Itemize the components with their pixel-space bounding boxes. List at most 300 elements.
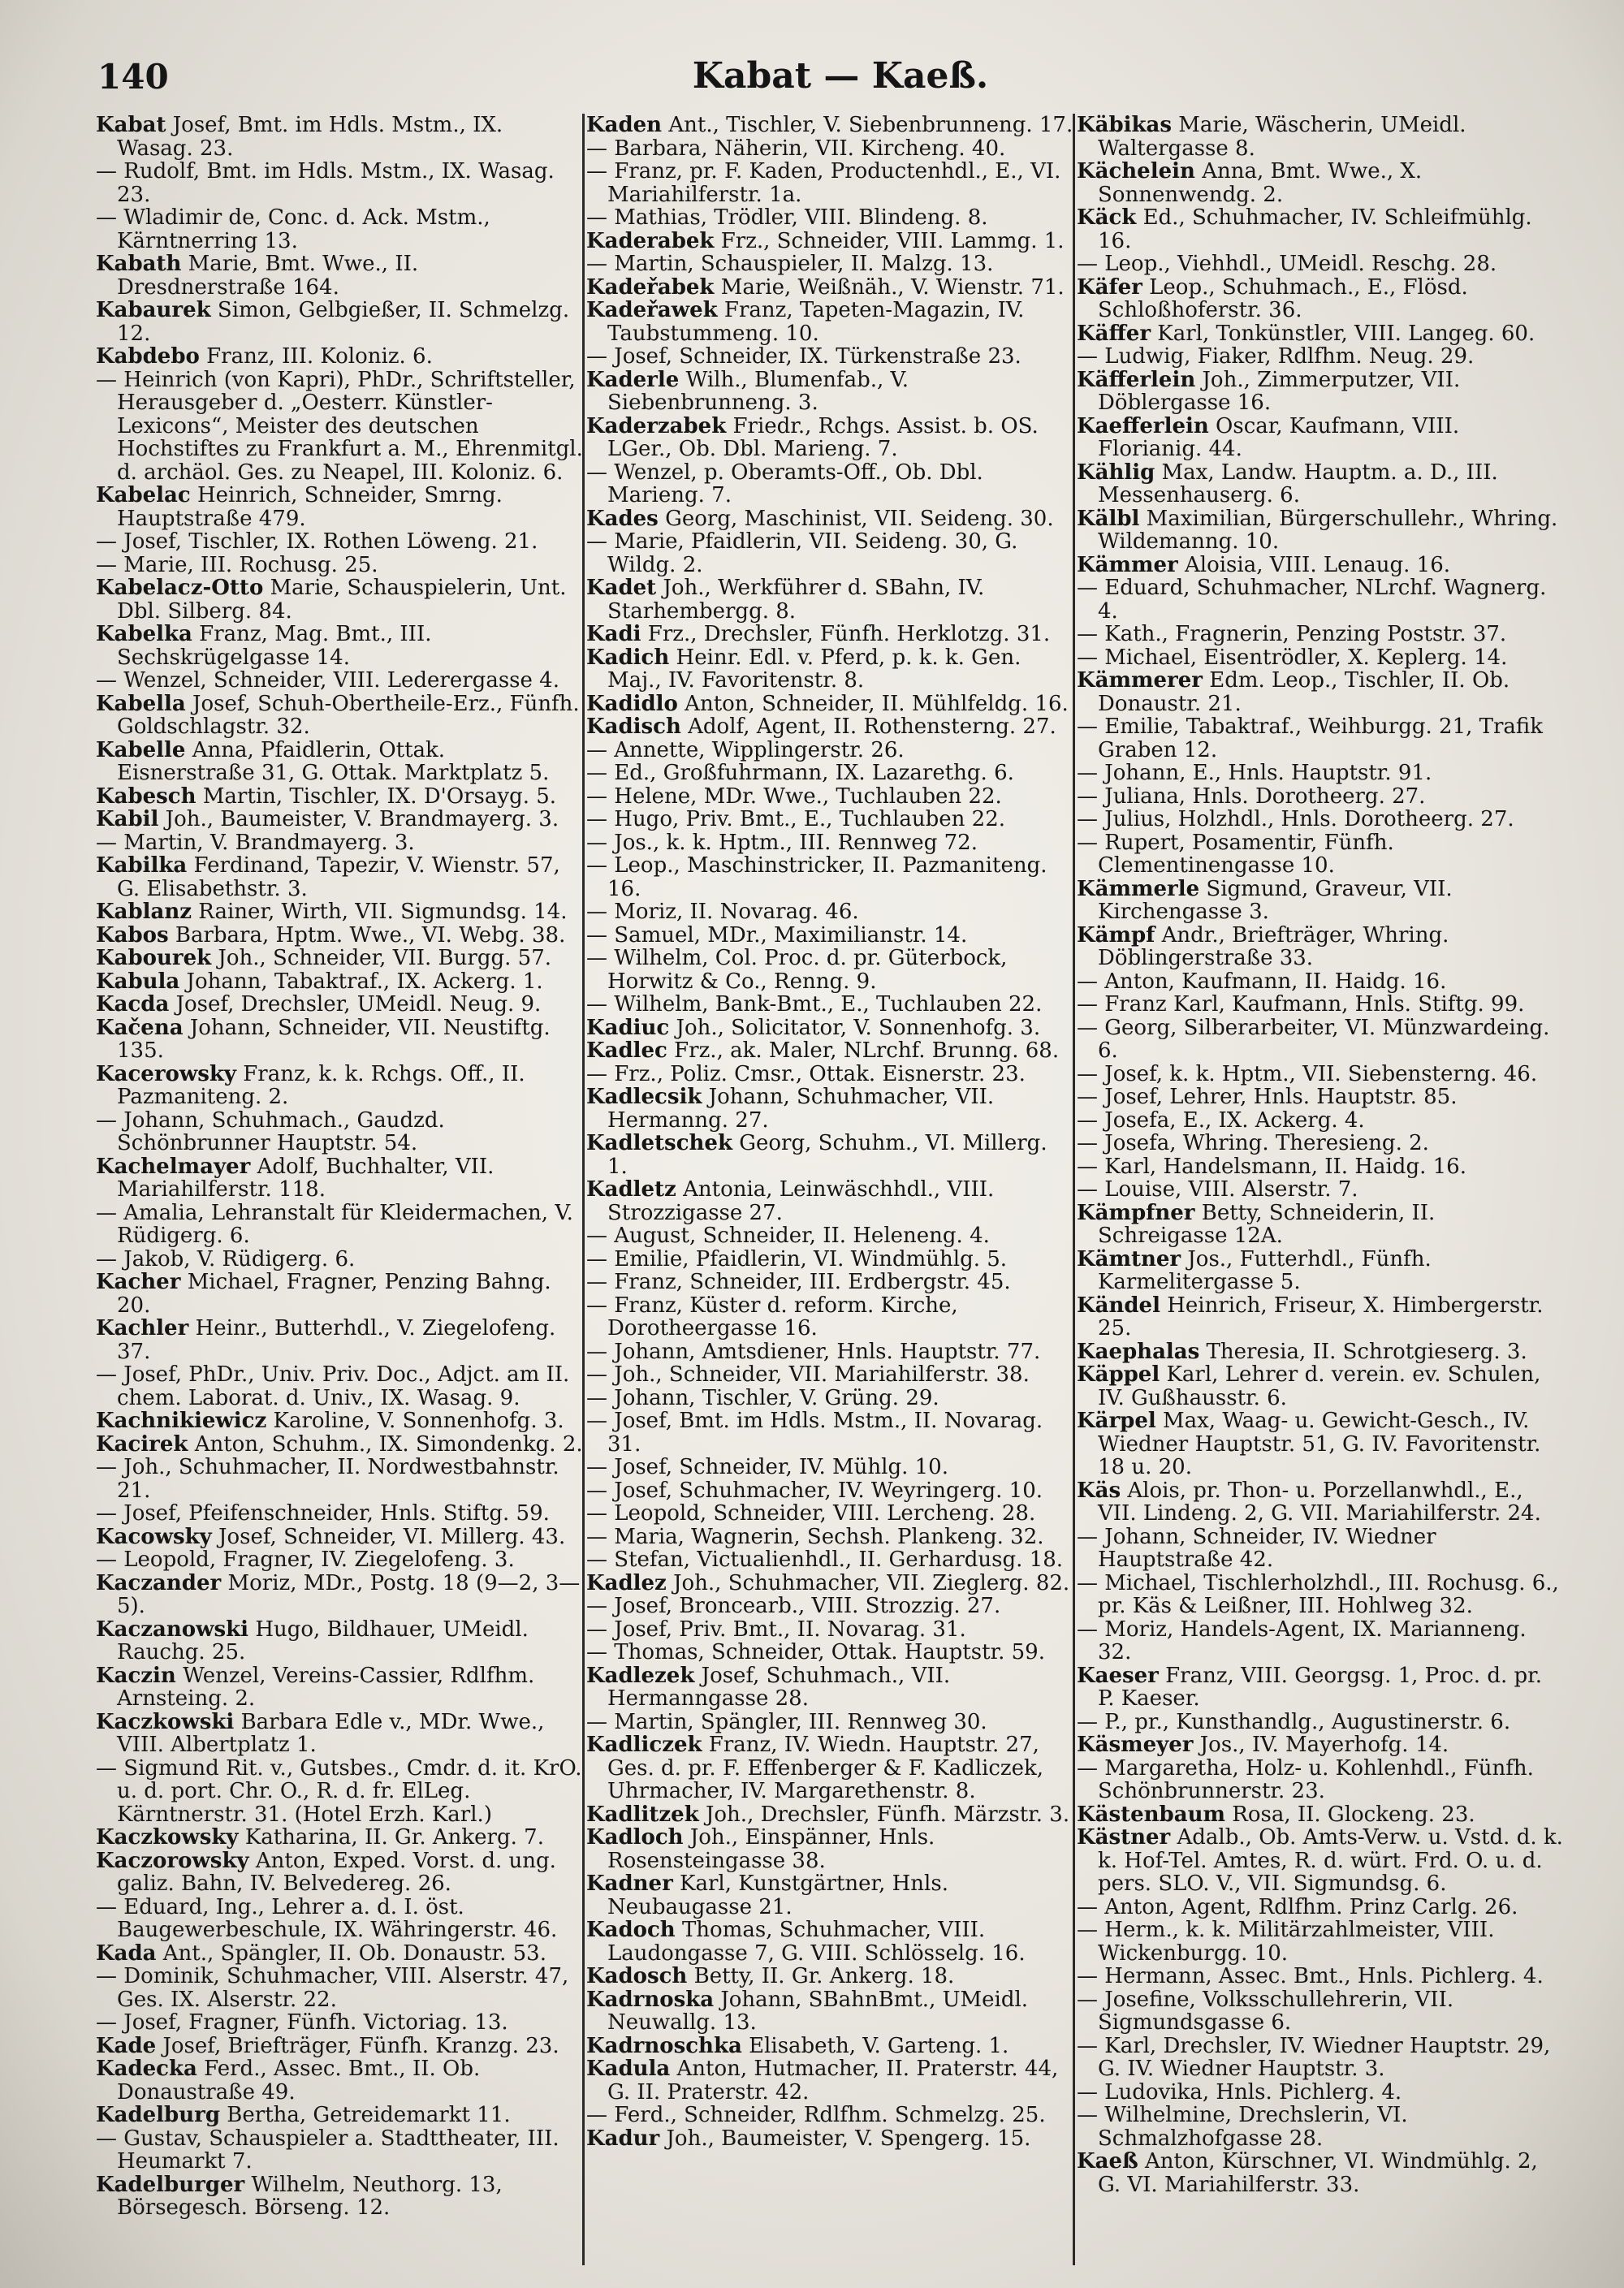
entry-details: Joh., Solicitator, V. Sonnenhofg. 3. [676, 1016, 1041, 1039]
entry-details: Jos., IV. Mayerhofg. 14. [1199, 1733, 1449, 1757]
entry-details: Anton, Schuhm., IX. Simondenkg. 2. [194, 1432, 583, 1456]
directory-entry [1077, 993, 1564, 1017]
directory-entry [96, 1757, 583, 1827]
directory-entry [586, 1340, 1073, 1364]
entry-surname: Kades [586, 507, 659, 530]
entry-details: Leop., Schuhmach., E., Flösd. Schloßhoferstr. 36. [1098, 275, 1468, 322]
entry-surname: Kadecka [96, 2057, 197, 2081]
entry-details: — Ed., Großfuhrmann, IX. Lazarethg. 6. [586, 762, 1014, 785]
entry-surname: Kacowsky [96, 1525, 212, 1548]
directory-entry [586, 900, 1073, 924]
directory-entry [1077, 831, 1564, 878]
entry-details: Georg, Maschinist, VII. Seideng. 30. [665, 507, 1054, 530]
directory-entry [96, 369, 583, 485]
entry-surname: Kählig [1077, 460, 1155, 485]
directory-entry [586, 1502, 1073, 1526]
entry-details: Joh., Schuhmacher, VII. Zieglerg. 82. [673, 1571, 1070, 1595]
directory-entry [1077, 1988, 1564, 2035]
entry-details: Joh., Drechsler, Fünfh. Märzstr. 3. [705, 1802, 1070, 1826]
entry-surname: Kabath [96, 253, 182, 276]
entry-details: — Wilhelm, Bank-Bmt., E., Tuchlauben 22. [586, 993, 1043, 1017]
entry-details: — Johann, Schuhmach., Gaudzd. Schönbrunner Hauptstr. 54. [96, 1108, 445, 1155]
entry-details: — Rudolf, Bmt. im Hdls. Mstm., IX. Wasag. 23. [96, 160, 555, 206]
directory-entry [586, 1409, 1073, 1456]
entry-details: Franz, IV. Wiedn. Hauptstr. 27, Ges. d. pr. F. Effenberger & F. Kadliczek, Uhrmacher, IV. Margarethenstr. 8. [607, 1733, 1044, 1803]
entry-surname: Kabourek [96, 947, 212, 970]
entry-details: Anton, Hutmacher, II. Praterstr. 44, G. II. Praterstr. 42. [607, 2057, 1059, 2104]
directory-entry [96, 1896, 583, 1942]
entry-surname: Kadliczek [586, 1733, 702, 1757]
entry-surname: Kadloch [586, 1826, 684, 1850]
directory-entry [96, 1363, 583, 1409]
column-middle [586, 114, 1073, 2265]
entry-details: — Ferd., Schneider, Rdlfhm. Schmelzg. 25. [586, 2104, 1046, 2127]
entry-surname: Kaden [586, 114, 663, 137]
directory-entry [96, 1017, 583, 1063]
directory-entry [586, 1595, 1073, 1618]
directory-entry [96, 1618, 583, 1664]
directory-entry [1077, 1757, 1564, 1803]
entry-details: Anton, Kürschner, VI. Windmühlg. 2, G. VI. Mariahilferstr. 33. [1098, 2150, 1538, 2196]
entry-details: Joh., Baumeister, V. Brandmayerg. 3. [165, 808, 559, 831]
directory-entry [1077, 623, 1564, 646]
entry-surname: Kämpf [1077, 923, 1155, 948]
directory-entry [1077, 1572, 1564, 1618]
directory-entry [1077, 322, 1564, 346]
directory-entry [96, 2035, 583, 2058]
directory-entry [1077, 1919, 1564, 1965]
entry-surname: Kablanz [96, 900, 192, 924]
entry-details: — Franz, Schneider, III. Erdbergstr. 45. [586, 1271, 1011, 1294]
entry-details: Franz, III. Koloniz. 6. [206, 345, 433, 369]
entry-details: Karl, Tonkünstler, VIII. Langeg. 60. [1157, 322, 1535, 345]
column-right [1077, 114, 1564, 2265]
entry-details: Johann, SBahnBmt., UMeidl. Neuwallg. 13. [607, 1988, 1029, 2035]
entry-surname: Kändel [1077, 1293, 1160, 1318]
directory-entry [586, 1733, 1073, 1803]
entry-surname: Kachelmayer [96, 1155, 251, 1179]
entry-surname: Kaderle [586, 368, 680, 392]
directory-entry [1077, 715, 1564, 762]
directory-entry [1077, 276, 1564, 322]
entry-surname: Kadosch [586, 1965, 688, 1988]
directory-entry [586, 1063, 1073, 1086]
entry-details: — Joh., Schneider, VII. Mariahilferstr. 38. [586, 1363, 1030, 1387]
directory-entry [96, 1526, 583, 1549]
directory-entry [96, 1456, 583, 1502]
entry-details: — Josef, Lehrer, Hnls. Hauptstr. 85. [1077, 1086, 1458, 1109]
directory-entry [96, 739, 583, 785]
page-header [97, 54, 1583, 104]
directory-entry [586, 715, 1073, 739]
entry-details: — Hermann, Assec. Bmt., Hnls. Pichlerg. 4. [1077, 1965, 1544, 1988]
entry-details: Josef, Schuh-Obertheile-Erz., Fünfh. Goldschlagstr. 32. [117, 692, 580, 739]
entry-details: Anna, Pfaidlerin, Ottak. Eisnerstraße 31, G. Ottak. Marktplatz 5. [117, 738, 550, 785]
directory-entry [1077, 1248, 1564, 1294]
entry-details: Andr., Briefträger, Whring. Döblingerstraße 33. [1098, 923, 1449, 970]
directory-entry [1077, 576, 1564, 623]
directory-entry [1077, 1409, 1564, 1479]
entry-details: — Thomas, Schneider, Ottak. Hauptstr. 59. [586, 1641, 1045, 1664]
directory-entry [586, 831, 1073, 855]
entry-details: — Josef, Broncearb., VIII. Strozzig. 27. [586, 1595, 1001, 1618]
entry-details: — Wenzel, p. Oberamts-Off., Ob. Dbl. Marieng. 7. [586, 460, 983, 507]
entry-surname: Kämmer [1077, 553, 1178, 576]
entry-details: — Johann, Schneider, IV. Wiedner Hauptstraße 42. [1077, 1525, 1436, 1572]
directory-entry [1077, 1063, 1564, 1086]
entry-details: — Leopold, Schneider, VIII. Lercheng. 28. [586, 1502, 1036, 1526]
entry-details: Ed., Schuhmacher, IV. Schleifmühlg. 16. [1098, 206, 1532, 253]
entry-details: Barbara, Hptm. Wwe., VI. Webg. 38. [175, 923, 566, 947]
entry-details: Barbara Edle v., MDr. Wwe., VIII. Albertplatz 1. [117, 1710, 545, 1757]
directory-entry [1077, 1479, 1564, 1526]
directory-entry [586, 576, 1073, 623]
column-left [96, 114, 583, 2265]
entry-details: — Josef, Bmt. im Hdls. Mstm., II. Novarag. 31. [586, 1409, 1043, 1456]
directory-entry [586, 762, 1073, 785]
running-head: Kabat — Kaeß. [692, 55, 989, 97]
directory-entry [96, 530, 583, 554]
directory-entry [586, 1086, 1073, 1132]
entry-details: Marie, Schauspielerin, Unt. Dbl. Silberg. 84. [117, 576, 567, 623]
entry-details: Antonia, Leinwäschhdl., VIII. Strozzigasse 27. [607, 1178, 995, 1224]
entry-details: — Martin, V. Brandmayerg. 3. [96, 831, 415, 854]
entry-details: Ferd., Assec. Bmt., II. Ob. Donaustraße 49. [117, 2057, 481, 2104]
directory-entry [586, 993, 1073, 1017]
entry-surname: Kaephalas [1077, 1340, 1200, 1363]
directory-entry [96, 808, 583, 831]
directory-entry [586, 623, 1073, 646]
entry-details: Sigmund, Graveur, VII. Kirchengasse 3. [1098, 877, 1453, 924]
entry-details: — Rupert, Posamentir, Fünfh. Clementinengasse 10. [1077, 831, 1394, 878]
entry-surname: Käck [1077, 206, 1137, 230]
directory-entry [96, 1942, 583, 1966]
entry-details: — Emilie, Tabaktraf., Weihburgg. 21, Trafik Graben 12. [1077, 715, 1544, 762]
entry-surname: Kabaurek [96, 299, 211, 322]
entry-surname: Kačena [96, 1016, 184, 1040]
directory-entry [586, 1526, 1073, 1549]
directory-entry [586, 2035, 1073, 2058]
directory-entry [96, 576, 583, 623]
directory-entry [96, 1548, 583, 1572]
directory-entry [96, 2104, 583, 2127]
directory-entry [586, 1039, 1073, 1063]
entry-details: Franz, Tapeten-Magazin, IV. Taubstummeng. 10. [607, 299, 1025, 345]
directory-entry [586, 299, 1073, 345]
entry-details: — Josef, Schneider, IV. Mühlg. 10. [586, 1456, 948, 1479]
directory-entry [1077, 369, 1564, 415]
entry-details: — Anton, Kaufmann, II. Haidg. 16. [1077, 969, 1447, 993]
entry-details: Frz., Drechsler, Fünfh. Herklotzg. 31. [647, 623, 1051, 646]
entry-surname: Kadelburg [96, 2104, 221, 2127]
directory-entry [586, 1132, 1073, 1178]
entry-surname: Käppel [1077, 1363, 1160, 1387]
directory-entry [1077, 1178, 1564, 1202]
entry-surname: Kadlezek [586, 1664, 695, 1688]
entry-details: — Josef, Tischler, IX. Rothen Löweng. 21. [96, 530, 538, 554]
entry-details: — Maria, Wagnerin, Sechsh. Plankeng. 32. [586, 1525, 1044, 1548]
entry-details: — Gustav, Schauspieler a. Stadttheater, III. Heumarkt 7. [96, 2126, 559, 2174]
directory-entry [1077, 554, 1564, 577]
entry-details: Friedr., Rchgs. Assist. b. OS. LGer., Ob. Dbl. Marieng. 7. [607, 414, 1039, 461]
entry-surname: Kabat [96, 114, 166, 137]
directory-entry [1077, 1155, 1564, 1179]
entry-surname: Kämpfner [1077, 1201, 1195, 1225]
entry-surname: Käsmeyer [1077, 1733, 1194, 1757]
directory-entry [96, 669, 583, 693]
entry-details: Johann, Schuhmacher, VII. Hermanng. 27. [607, 1086, 995, 1132]
entry-details: — Ludwig, Fiaker, Rdlfhm. Neug. 29. [1077, 345, 1475, 369]
entry-details: Joh., Zimmerputzer, VII. Döblergasse 16. [1098, 368, 1461, 415]
entry-details: — Georg, Silberarbeiter, VI. Münzwardeing. 6. [1077, 1016, 1550, 1063]
entry-details: — Michael, Eisentrödler, X. Keplerg. 14. [1077, 645, 1508, 669]
directory-entry [1077, 785, 1564, 809]
entry-details: — Josef, PhDr., Univ. Priv. Doc., Adjct. am II. chem. Laborat. d. Univ., IX. Wasag. 9. [96, 1363, 570, 1409]
entry-surname: Kacda [96, 993, 170, 1017]
entry-surname: Kaefferlein [1077, 414, 1209, 438]
entry-details: Marie, Wäscherin, UMeidl. Waltergasse 8. [1098, 114, 1466, 160]
entry-details: — Marie, Pfaidlerin, VII. Seideng. 30, G. Wildg. 2. [586, 530, 1018, 576]
entry-details: Josef, Briefträger, Fünfh. Kranzg. 23. [162, 2034, 559, 2057]
entry-details: — Annette, Wipplingerstr. 26. [586, 738, 905, 762]
directory-entry [96, 554, 583, 577]
entry-surname: Kadletz [586, 1178, 676, 1202]
directory-entry [586, 1271, 1073, 1294]
directory-entry [96, 1155, 583, 1202]
directory-entry [586, 1294, 1073, 1340]
directory-entry [96, 206, 583, 253]
entry-details: Joh., Werkführer d. SBahn, IV. Starhembergg. 8. [607, 576, 985, 623]
entry-details: Rainer, Wirth, VII. Sigmundsg. 14. [198, 900, 568, 924]
entry-surname: Käbikas [1077, 114, 1172, 137]
entry-details: — Eduard, Schuhmacher, NLrchf. Wagnerg. 4. [1077, 576, 1547, 623]
entry-surname: Kadi [586, 623, 641, 646]
directory-entry [1077, 1664, 1564, 1711]
directory-entry [586, 1711, 1073, 1734]
entry-details: Maximilian, Bürgerschullehr., Whring. Wildemanng. 10. [1098, 507, 1558, 554]
directory-entry [586, 1224, 1073, 1248]
directory-entry [96, 2057, 583, 2104]
entry-details: Ferdinand, Tapezir, V. Wienstr. 57, G. Elisabethstr. 3. [117, 854, 560, 900]
directory-entry [1077, 2035, 1564, 2081]
entry-details: Ant., Spängler, II. Ob. Donaustr. 53. [162, 1941, 546, 1965]
directory-entry [1077, 253, 1564, 276]
entry-details: Joh., Einspänner, Hnls. Rosensteingasse 38. [607, 1826, 935, 1872]
entry-details: — Margaretha, Holz- u. Kohlenhdl., Fünfh. Schönbrunnerstr. 23. [1077, 1756, 1534, 1803]
entry-details: Betty, Schneiderin, II. Schreigasse 12A. [1098, 1201, 1436, 1248]
directory-entry [96, 1850, 583, 1896]
entry-details: — Hugo, Priv. Bmt., E., Tuchlauben 22. [586, 808, 1006, 831]
entry-surname: Kadrnoska [586, 1988, 715, 2012]
entry-surname: Kabelle [96, 738, 186, 762]
entry-details: — Johann, Tischler, V. Grüng. 29. [586, 1386, 939, 1409]
entry-details: — Emilie, Pfaidlerin, VI. Windmühlg. 5. [586, 1247, 1008, 1271]
entry-surname: Kadelburger [96, 2173, 245, 2197]
directory-entry [1077, 1109, 1564, 1133]
entry-details: — Anton, Agent, Rdlfhm. Prinz Carlg. 26. [1077, 1895, 1518, 1919]
entry-surname: Kacher [96, 1271, 181, 1294]
entry-details: — Helene, MDr. Wwe., Tuchlauben 22. [586, 784, 1002, 808]
directory-entry [586, 1618, 1073, 1642]
directory-entry [96, 160, 583, 206]
entry-surname: Käs [1077, 1479, 1121, 1503]
directory-entry [1077, 1965, 1564, 1988]
entry-surname: Kacerowsky [96, 1062, 236, 1086]
directory-entry [586, 507, 1073, 531]
entry-surname: Kadoch [586, 1919, 676, 1942]
entry-surname: Kabelacz-Otto [96, 576, 264, 600]
entry-surname: Kacirek [96, 1432, 188, 1456]
entry-details: — Mathias, Trödler, VIII. Blindeng. 8. [586, 206, 988, 230]
entry-details: Josef, Schuhmach., VII. Hermanngasse 28. [607, 1664, 951, 1711]
directory-entry [1077, 1896, 1564, 1919]
entry-details: — Barbara, Näherin, VII. Kircheng. 40. [586, 136, 1006, 160]
entry-details: — Joh., Schuhmacher, II. Nordwestbahnstr. 21. [96, 1456, 559, 1502]
entry-details: — Moriz, Handels-Agent, IX. Marianneng. 32. [1077, 1617, 1527, 1664]
entry-details: — Franz Karl, Kaufmann, Hnls. Stiftg. 99. [1077, 993, 1525, 1017]
entry-details: Heinr. Edl. v. Pferd, p. k. k. Gen. Maj., IV. Favoritenstr. 8. [607, 645, 1021, 693]
directory-entry [586, 808, 1073, 831]
entry-details: Marie, Weißnäh., V. Wienstr. 71. [720, 275, 1065, 299]
entry-details: Thomas, Schuhmacher, VIII. Laudongasse 7, G. VIII. Schlösselg. 16. [607, 1919, 1026, 1965]
entry-details: — Wilhelm, Col. Proc. d. pr. Güterbock, Horwitz & Co., Renng. 9. [586, 947, 1008, 993]
entry-surname: Kabos [96, 923, 169, 947]
page-number: 140 [97, 57, 169, 97]
entry-surname: Kämmerer [1077, 669, 1203, 693]
entry-details: Josef, Schneider, VI. Millerg. 43. [218, 1525, 566, 1548]
entry-surname: Kadner [586, 1872, 673, 1896]
directory-entry [1077, 878, 1564, 924]
entry-details: Heinrich, Friseur, X. Himbergerstr. 25. [1098, 1293, 1544, 1340]
entry-surname: Kadula [586, 2057, 671, 2081]
entry-details: — Wladimir de, Conc. d. Ack. Mstm., Kärntnerring 13. [96, 206, 490, 253]
entry-details: Frz., ak. Maler, NLrchf. Brunng. 68. [674, 1039, 1060, 1063]
entry-details: Karl, Kunstgärtner, Hnls. Neubaugasse 21. [607, 1872, 948, 1919]
entry-details: Adolf, Agent, II. Rothensterng. 27. [688, 715, 1056, 739]
entry-details: Joh., Schneider, VII. Burgg. 57. [218, 947, 551, 970]
directory-entry [1077, 970, 1564, 994]
entry-details: Josef, Drechsler, UMeidl. Neug. 9. [175, 993, 542, 1017]
entry-details: Martin, Tischler, IX. D'Orsayg. 5. [202, 784, 557, 808]
directory-entry [96, 1202, 583, 1248]
entry-surname: Käffer [1077, 322, 1151, 345]
entry-details: — Franz, pr. F. Kaden, Productenhdl., E., VI. Mariahilferstr. 1a. [586, 160, 1061, 206]
entry-surname: Kadet [586, 576, 657, 600]
entry-surname: Kadur [586, 2126, 660, 2150]
entry-surname: Kadidlo [586, 692, 678, 715]
entry-details: — Josef, Priv. Bmt., II. Novarag. 31. [586, 1617, 966, 1641]
entry-details: — Marie, III. Rochusg. 25. [96, 553, 378, 576]
entry-surname: Kadiuc [586, 1016, 670, 1039]
directory-entry [586, 253, 1073, 276]
entry-details: — Leopold, Fragner, IV. Ziegelofeng. 3. [96, 1548, 515, 1572]
entry-details: — Kath., Fragnerin, Penzing Poststr. 37. [1077, 623, 1507, 646]
entry-details: Johann, Tabaktraf., IX. Ackerg. 1. [186, 969, 543, 993]
directory-entry [96, 1063, 583, 1109]
entry-details: — Josef, Schuhmacher, IV. Weyringerg. 10. [586, 1479, 1043, 1502]
entry-details: — Eduard, Ing., Lehrer a. d. I. öst. Baugewerbeschule, IX. Währingerstr. 46. [96, 1895, 558, 1942]
entry-surname: Kabil [96, 808, 159, 831]
entry-surname: Kadlec [586, 1039, 667, 1063]
entry-details: — Josefine, Volksschullehrerin, VII. Sigmundsgasse 6. [1077, 1988, 1454, 2035]
entry-details: — Franz, Küster d. reform. Kirche, Dorotheergasse 16. [586, 1293, 958, 1340]
directory-entry [586, 276, 1073, 300]
entry-details: Wilhelm, Neuthorg. 13, Börsegesch. Börseng. 12. [117, 2173, 503, 2220]
entry-details: Oscar, Kaufmann, VIII. Florianig. 44. [1098, 414, 1460, 461]
directory-entry [586, 947, 1073, 993]
directory-entry [586, 1872, 1073, 1919]
directory-entry [1077, 1363, 1564, 1409]
entry-surname: Kämtner [1077, 1247, 1181, 1271]
directory-entry [586, 785, 1073, 809]
directory-entry [586, 1363, 1073, 1387]
directory-entry [1077, 762, 1564, 785]
entry-details: — Josefa, E., IX. Ackerg. 4. [1077, 1108, 1365, 1132]
directory-entry [96, 1433, 583, 1457]
directory-entry [586, 1178, 1073, 1224]
entry-details: — Sigmund Rit. v., Gutsbes., Cmdr. d. it. KrO. u. d. port. Chr. O., R. d. fr. ElLeg. Kärntnerstr. 31. (Hotel Erzh. Karl.) [96, 1756, 582, 1826]
directory-entry [96, 345, 583, 369]
entry-surname: Kachler [96, 1317, 189, 1340]
entry-details: Adalb., Ob. Amts-Verw. u. Vstd. d. k. k. Hof-Tel. Amtes, R. d. würt. Frd. O. u. d. pers. SLO. V., VII. Sigmundsg. 6. [1098, 1826, 1563, 1896]
directory-entry [96, 900, 583, 924]
directory-entry [586, 461, 1073, 507]
entry-details: Wilh., Blumenfab., V. Siebenbrunneng. 3. [607, 368, 909, 415]
directory-entry [586, 137, 1073, 161]
entry-details: — Josef, Schneider, IX. Türkenstraße 23. [586, 345, 1021, 369]
entry-details: — Martin, Spängler, III. Rennweg 30. [586, 1710, 987, 1733]
entry-surname: Kabella [96, 692, 186, 716]
entry-details: Josef, Bmt. im Hdls. Mstm., IX. Wasag. 23. [117, 114, 503, 160]
entry-details: Karl, Lehrer d. verein. ev. Schulen, IV. Gußhausstr. 6. [1098, 1363, 1541, 1409]
directory-entry [1077, 1294, 1564, 1340]
entry-surname: Kachnikiewicz [96, 1409, 267, 1433]
directory-entry [96, 114, 583, 160]
entry-surname: Kabula [96, 969, 180, 993]
entry-details: — Karl, Handelsmann, II. Haidg. 16. [1077, 1155, 1466, 1178]
entry-details: Katharina, II. Gr. Ankerg. 7. [244, 1826, 544, 1850]
directory-entry [586, 1919, 1073, 1965]
entry-details: — Wilhelmine, Drechslerin, VI. Schmalzhofgasse 28. [1077, 2104, 1408, 2150]
entry-surname: Kadeřabek [586, 275, 715, 299]
entry-details: Betty, II. Gr. Ankerg. 18. [693, 1965, 955, 1988]
entry-surname: Kadrnoschka [586, 2034, 742, 2057]
entry-surname: Käfferlein [1077, 368, 1196, 392]
directory-entry [586, 1548, 1073, 1572]
directory-entry [1077, 206, 1564, 253]
directory-entry [586, 369, 1073, 415]
directory-entry [586, 693, 1073, 716]
entry-details: Aloisia, VIII. Lenaug. 16. [1184, 553, 1451, 576]
entry-details: Johann, Schneider, VII. Neustiftg. 135. [117, 1016, 551, 1063]
entry-details: Joh., Baumeister, V. Spengerg. 15. [666, 2126, 1031, 2150]
entry-details: Elisabeth, V. Garteng. 1. [749, 2034, 1009, 2057]
directory-entry [1077, 2104, 1564, 2150]
entry-details: Franz, VIII. Georgsg. 1, Proc. d. pr. P. Kaeser. [1098, 1664, 1542, 1711]
entry-details: Moriz, MDr., Postg. 18 (9—2, 3—5). [117, 1571, 581, 1618]
directory-entry [96, 970, 583, 994]
entry-surname: Kärpel [1077, 1409, 1156, 1433]
directory-entry [586, 230, 1073, 253]
directory-entry [96, 1711, 583, 1757]
entry-details: — Jakob, V. Rüdigerg. 6. [96, 1247, 356, 1271]
directory-entry [586, 1456, 1073, 1479]
directory-entry [1077, 1017, 1564, 1063]
directory-entry [1077, 2081, 1564, 2105]
directory-entry [96, 1502, 583, 1526]
directory-entry [586, 1988, 1073, 2035]
entry-details: Simon, Gelbgießer, II. Schmelzg. 12. [117, 299, 570, 345]
